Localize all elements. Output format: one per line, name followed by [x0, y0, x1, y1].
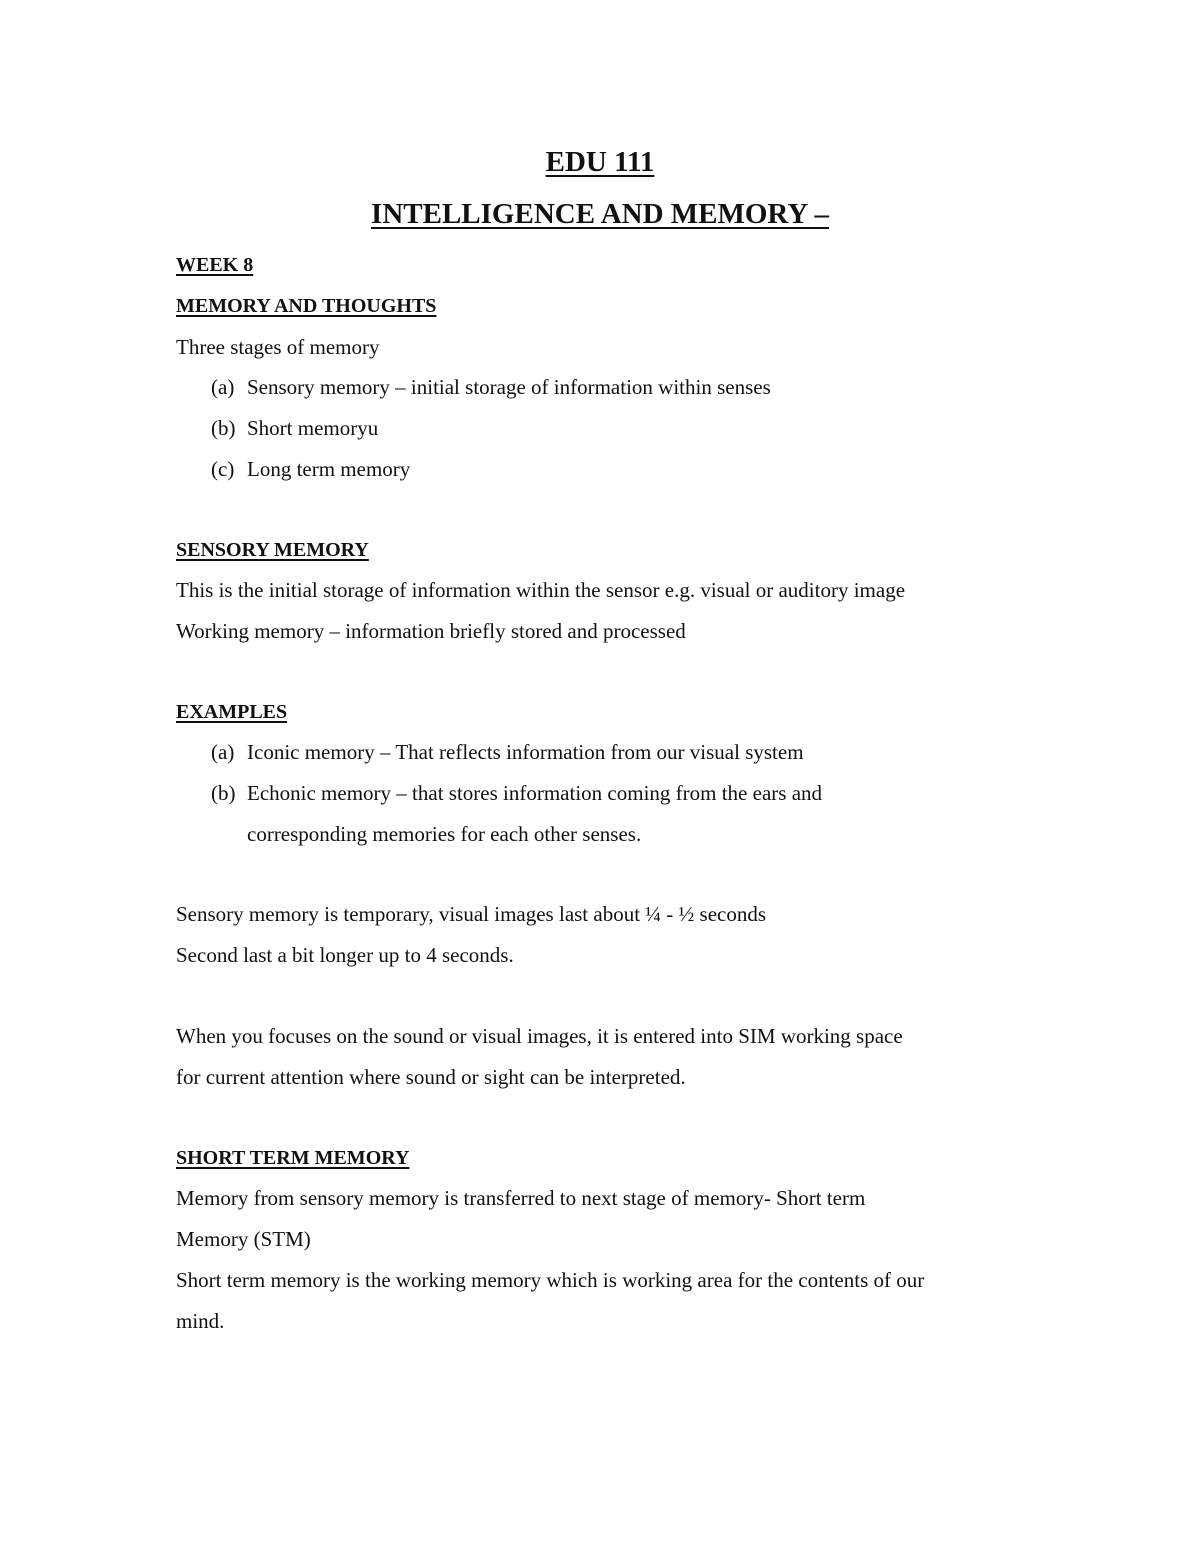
- list-item: Short memoryu: [247, 416, 379, 440]
- working-memory-definition: Working memory – information briefly stored and processed: [176, 619, 686, 643]
- focus-line-1: When you focuses on the sound or visual images, it is entered into SIM working space: [176, 1024, 903, 1048]
- short-term-line-2: Memory (STM): [176, 1227, 311, 1251]
- short-term-line-3: Short term memory is the working memory which is working area for the contents of our: [176, 1268, 925, 1292]
- list-item-marker: (b): [211, 781, 236, 805]
- duration-line-2: Second last a bit longer up to 4 seconds.: [176, 943, 514, 967]
- examples-heading: EXAMPLES: [176, 701, 288, 723]
- list-item-continuation: corresponding memories for each other senses.: [247, 822, 642, 846]
- short-term-line-4: mind.: [176, 1309, 225, 1333]
- sensory-definition: This is the initial storage of information within the sensor e.g. visual or auditory image: [176, 578, 906, 602]
- course-code: EDU 111: [545, 146, 655, 178]
- sensory-memory-heading: SENSORY MEMORY: [176, 539, 369, 561]
- list-item-marker: (a): [211, 740, 235, 764]
- short-term-memory-heading: SHORT TERM MEMORY: [176, 1147, 410, 1169]
- duration-line-1: Sensory memory is temporary, visual images last about ¼ - ½ seconds: [176, 902, 767, 926]
- list-item: Echonic memory – that stores information coming from the ears and: [247, 781, 823, 805]
- list-item: Sensory memory – initial storage of information within senses: [247, 375, 771, 399]
- stages-intro: Three stages of memory: [176, 335, 380, 359]
- list-item-marker: (a): [211, 375, 235, 399]
- focus-line-2: for current attention where sound or sight can be interpreted.: [176, 1065, 686, 1089]
- list-item-marker: (b): [211, 416, 236, 440]
- list-item-marker: (c): [211, 457, 235, 481]
- course-title: INTELLIGENCE AND MEMORY –: [371, 198, 829, 230]
- memory-thoughts-heading: MEMORY AND THOUGHTS: [176, 295, 437, 317]
- list-item: Iconic memory – That reflects information from our visual system: [247, 740, 804, 764]
- short-term-line-1: Memory from sensory memory is transferred to next stage of memory- Short term: [176, 1186, 866, 1210]
- list-item: Long term memory: [247, 457, 411, 481]
- week-heading: WEEK 8: [176, 254, 254, 276]
